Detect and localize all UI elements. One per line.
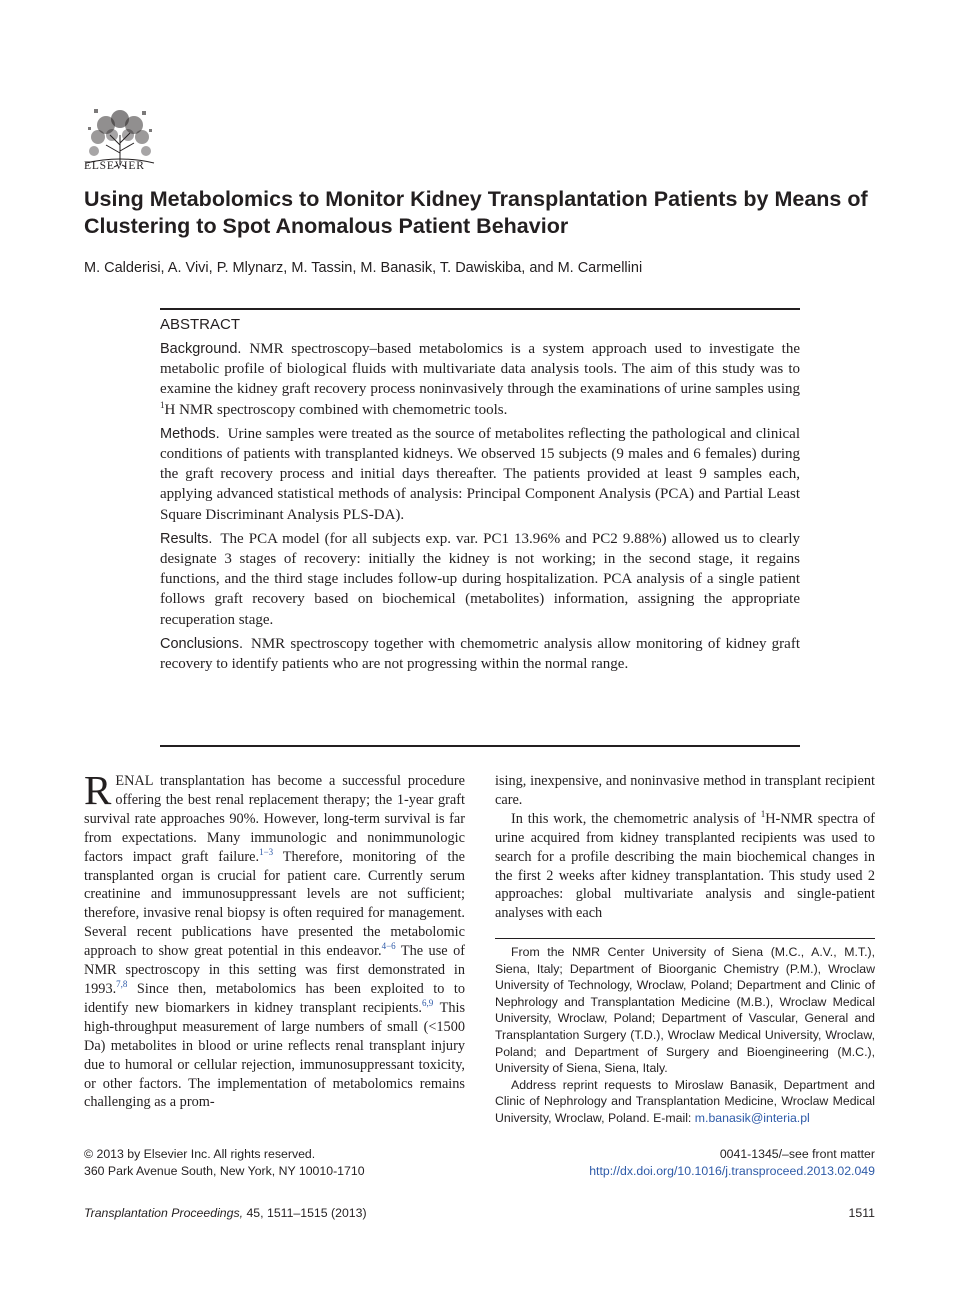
journal-name: Transplantation Proceedings,	[84, 1206, 244, 1220]
body-text: This high-throughput measurement of large numbers of small (<1500 Da) metabolites in blood or urine reflects renal transplant injury due to humoral or cellular rejection, immunosuppressant toxicity, or other factors. The implementation of metabolomics remains challenging as a prom-	[84, 999, 466, 1111]
body-text: Therefore, monitoring of the transplanted organ is crucial for patient care. Currently serum creatinine and immunosuppressant levels are not sufficient; therefore, invasive renal biopsy is often required for management. Several recent publications have presented the metabolomic approach to show great potential in this endeavor.	[84, 848, 465, 960]
page-number: 1511	[848, 1206, 875, 1220]
citation-link[interactable]: 4−6	[381, 941, 396, 952]
copyright-block	[84, 1146, 444, 1180]
publisher-logo-text: ELSEVIER	[84, 160, 145, 172]
reprint-request	[495, 1077, 875, 1127]
abstract-conclusions	[160, 634, 800, 674]
abstract-text: NMR spectroscopy together with chemometric analysis allow monitoring of kidney graft recovery to identify patients who are not progressing within the normal range.	[160, 635, 800, 673]
abstract-label: Results.	[160, 530, 213, 547]
body-text: Since then, metabolomics has been exploited to to identify new biomarkers in kidney transplant recipients.	[84, 980, 465, 1016]
abstract-heading: ABSTRACT	[160, 316, 241, 333]
body-text: H-NMR spectra of urine acquired from kidney transplanted recipients was used to search for a profile describing the main biochemical changes in the first 2 weeks after kidney transplantation. This study used 2 approaches: global multivariate analysis and single-patient analyses with each	[495, 810, 875, 922]
body-text: ENAL transplantation has become a successful procedure offering the best renal replacement therapy; the 1-year graft survival rate approaches 90%. However, long-term survival is far from expectations. Many immunologic and nonimmunologic factors impact graft failure.	[84, 773, 465, 865]
abstract-label: Methods.	[160, 425, 220, 442]
superscript: 1	[160, 399, 165, 410]
affiliation-footnote	[495, 944, 875, 1127]
body-column-left	[84, 767, 466, 1112]
journal-citation	[84, 1206, 484, 1220]
reprint-text: Address reprint requests to Miroslaw Banasik, Department and Clinic of Nephrology and Transplantation Medicine, Wroclaw Medical University, Wroclaw, Poland. E-mail:	[495, 1077, 875, 1125]
doi-link[interactable]: http://dx.doi.org/10.1016/j.transproceed.2013.02.049	[589, 1163, 875, 1178]
email-link[interactable]: m.banasik@interia.pl	[694, 1110, 810, 1125]
issn-doi-block	[500, 1146, 875, 1180]
body-paragraph: ising, inexpensive, and noninvasive method in transplant recipient care.	[495, 773, 875, 808]
abstract-results	[160, 529, 800, 630]
article-title: Using Metabolomics to Monitor Kidney Transplantation Patients by Means of Clustering to Spot Anomalous Patient Behavior	[84, 187, 868, 238]
author-list: M. Calderisi, A. Vivi, P. Mlynarz, M. Tassin, M. Banasik, T. Dawiskiba, and M. Carmellini	[84, 260, 643, 276]
affiliations-text: From the NMR Center University of Siena (M.C., A.V., M.T.), Siena, Italy; Department of Bioorganic Chemistry (P.M.), Wroclaw University of Technology, Wroclaw, Poland; Department and Clinic of Nephrology and Transplantation Medicine (M.B.), Wroclaw Medical University, Wroclaw, Poland; Department of Vascular, General and Transplantation Surgery (T.D.), Wroclaw Medical University, Wroclaw, Poland; and Department of Surgery and Bioengineering (M.C.), University of Siena, Siena, Italy.	[495, 945, 875, 1076]
copyright-line: © 2013 by Elsevier Inc. All rights reserved.	[84, 1147, 316, 1161]
footnote-rule	[495, 938, 875, 939]
abstract-text: Urine samples were treated as the source of metabolites reflecting the pathological and clinical conditions of patients with transplanted kidneys. We observed 15 subjects (9 males and 6 females) during the graft recovery process and initial days thereafter. The patients provided at least 9 samples each, applying advanced statistical methods of analysis: Principal Component Analysis (PCA) and Partial Least Square Discriminant Analysis PLS-DA).	[160, 425, 800, 523]
citation-link[interactable]: 7,8	[116, 979, 128, 990]
abstract-top-rule	[160, 308, 800, 310]
abstract-text: H NMR spectroscopy combined with chemometric tools.	[164, 401, 508, 418]
abstract-bottom-rule	[160, 745, 800, 747]
abstract-methods	[160, 424, 800, 525]
body-paragraph	[84, 767, 466, 1112]
abstract-label: Background.	[160, 341, 242, 357]
abstract-label: Conclusions.	[160, 635, 244, 652]
citation-link[interactable]: 1−3	[259, 846, 274, 857]
drop-cap: R	[84, 767, 112, 813]
issn-line: 0041-1345/–see front matter	[719, 1147, 875, 1161]
citation-link[interactable]: 6,9	[421, 998, 434, 1009]
abstract-block	[160, 316, 800, 678]
body-text: In this work, the chemometric analysis of	[511, 810, 761, 827]
abstract-text: The PCA model (for all subjects exp. var. PC1 13.96% and PC2 9.88%) allowed us to clearly designate 3 stages of recovery: initially the kidney is not working; in the second stage, it regains functions, and the third stage includes follow-up during hospitalization. PCA analysis of a single patient follows graft recovery based on biochemical (metabolites) information, assigning the appropriate recuperation stage.	[160, 530, 800, 628]
journal-volume: 45, 1511–1515 (2013)	[243, 1206, 367, 1220]
abstract-background	[160, 339, 800, 420]
body-text: The use of NMR spectroscopy in this setting was first demonstrated in 1993.	[84, 943, 465, 997]
publisher-address: 360 Park Avenue South, New York, NY 10010-1710	[84, 1163, 365, 1178]
body-paragraph	[495, 810, 875, 923]
superscript: 1	[760, 809, 766, 820]
body-column-right	[495, 772, 875, 923]
abstract-text: NMR spectroscopy–based metabolomics is a system approach used to investigate the metabolic profile of biological fluids with multivariate data analysis tools. The aim of this study was to examine the kidney graft recovery process noninvasively through the examinations of urine samples using	[160, 341, 800, 398]
